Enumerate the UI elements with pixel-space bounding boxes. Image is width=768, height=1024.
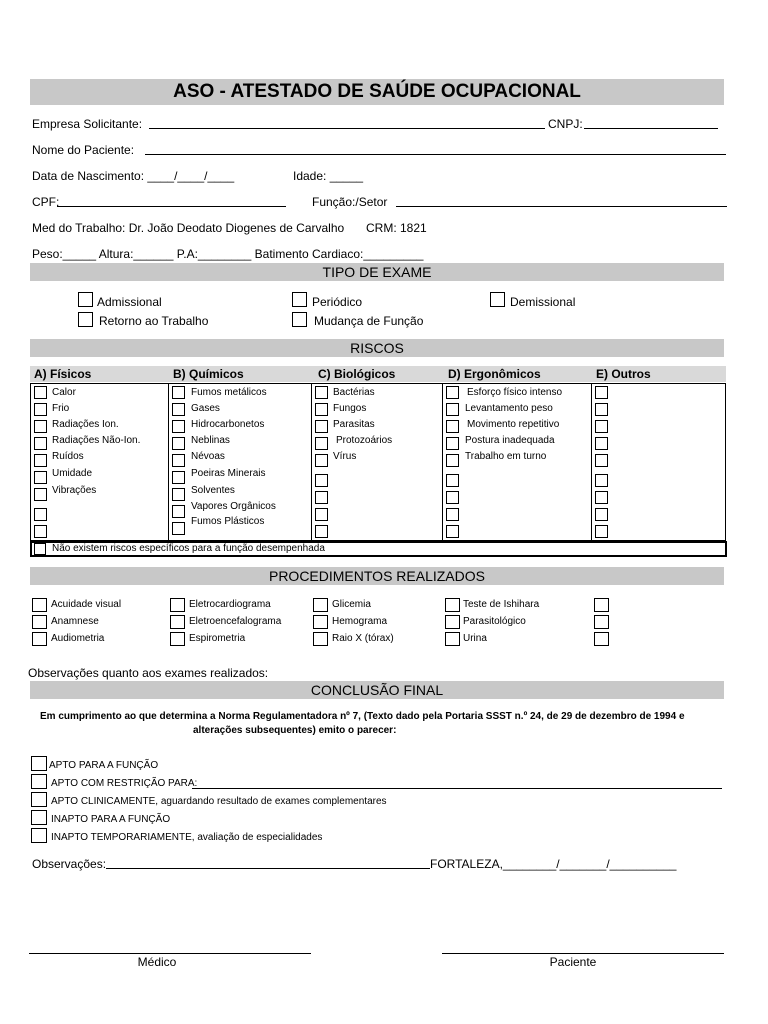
riscos-grid <box>30 383 726 541</box>
medico-info: Med do Trabalho: Dr. João Deodato Diogenes de Carvalho <box>32 221 345 235</box>
risco-checkbox[interactable] <box>34 454 47 467</box>
procedimento-item: Eletroencefalograma <box>189 616 282 627</box>
risco-item: Ruídos <box>52 451 84 462</box>
risco-checkbox[interactable] <box>172 505 185 518</box>
funcao-label: Função:/Setor <box>312 195 388 209</box>
risco-item: Radiações Não-Ion. <box>52 435 141 446</box>
cnpj-label: CNPJ: <box>548 117 583 131</box>
risco-item: Calor <box>52 387 76 398</box>
cnpj-field[interactable] <box>584 128 718 129</box>
risco-checkbox[interactable] <box>34 471 47 484</box>
observacoes-label: Observações: <box>32 857 107 871</box>
apto-restricao-checkbox[interactable] <box>31 774 47 789</box>
procedimento-item: Audiometria <box>51 633 105 644</box>
apto-checkbox[interactable] <box>31 756 47 771</box>
risco-item: Radiações Ion. <box>52 419 119 430</box>
risco-item: Vapores Orgânicos <box>191 501 276 512</box>
local-data-field[interactable]: FORTALEZA,________/_______/__________ <box>430 857 677 871</box>
risco-checkbox[interactable] <box>446 491 459 504</box>
procedimento-item: Anamnese <box>51 616 99 627</box>
risco-item: Protozoários <box>336 435 393 446</box>
procedimento-checkbox[interactable] <box>445 632 460 646</box>
cpf-label: CPF: <box>32 195 60 209</box>
inapto-checkbox[interactable] <box>31 810 47 825</box>
risco-checkbox[interactable] <box>595 420 608 433</box>
risco-checkbox[interactable] <box>595 508 608 521</box>
procedimento-item: Hemograma <box>332 616 388 627</box>
risco-checkbox[interactable] <box>446 525 459 538</box>
procedimento-checkbox[interactable] <box>594 632 609 646</box>
sem-riscos-label: Não existem riscos específicos para a função desempenhada <box>52 543 325 554</box>
risco-checkbox[interactable] <box>595 491 608 504</box>
risco-checkbox[interactable] <box>315 491 328 504</box>
procedimento-checkbox[interactable] <box>313 632 328 646</box>
retorno-label: Retorno ao Trabalho <box>99 314 209 328</box>
risco-checkbox[interactable] <box>446 420 459 433</box>
risco-item: Fumos metálicos <box>191 387 267 398</box>
procedimento-item: Teste de Ishihara <box>463 599 540 610</box>
procedimento-checkbox[interactable] <box>445 598 460 612</box>
risco-fisicos-title: A) Físicos <box>34 367 92 381</box>
mudanca-label: Mudança de Função <box>314 314 424 328</box>
risco-checkbox[interactable] <box>446 403 459 416</box>
risco-checkbox[interactable] <box>315 437 328 450</box>
procedimento-checkbox[interactable] <box>32 632 47 646</box>
risco-checkbox[interactable] <box>315 474 328 487</box>
risco-item: Gases <box>191 403 220 414</box>
risco-ergonomicos-title: D) Ergonômicos <box>448 367 541 381</box>
risco-biologicos-title: C) Biológicos <box>318 367 396 381</box>
risco-checkbox[interactable] <box>446 386 459 399</box>
risco-item: Vírus <box>333 451 357 462</box>
form-title: ASO - ATESTADO DE SAÚDE OCUPACIONAL <box>30 79 724 105</box>
risco-checkbox[interactable] <box>172 488 185 501</box>
observacoes-field[interactable] <box>106 868 430 869</box>
risco-quimicos-title: B) Químicos <box>173 367 244 381</box>
idade-field[interactable]: Idade: _____ <box>293 169 364 183</box>
risco-checkbox[interactable] <box>34 403 47 416</box>
risco-checkbox[interactable] <box>315 454 328 467</box>
risco-item: Fungos <box>333 403 367 414</box>
inapto-temporariamente-label: INAPTO TEMPORARIAMENTE, avaliação de especialidades <box>51 832 323 843</box>
risco-item: Poeiras Minerais <box>191 468 266 479</box>
risco-item: Solventes <box>191 485 235 496</box>
risco-checkbox[interactable] <box>315 525 328 538</box>
conclusao-intro-1: Em cumprimento ao que determina a Norma Regulamentadora nº 7, (Texto dado pela Portaria SSST n.º 24, de 29 de dezembro de 1994 e <box>40 711 685 722</box>
risco-checkbox[interactable] <box>34 420 47 433</box>
admissional-checkbox[interactable] <box>78 292 93 307</box>
risco-item: Parasitas <box>333 419 375 430</box>
risco-checkbox[interactable] <box>315 386 328 399</box>
risco-checkbox[interactable] <box>595 386 608 399</box>
retorno-checkbox[interactable] <box>78 312 93 327</box>
procedimento-item: Raio X (tórax) <box>332 633 394 644</box>
demissional-label: Demissional <box>510 295 576 309</box>
demissional-checkbox[interactable] <box>490 292 505 307</box>
apto-clinicamente-label: APTO CLINICAMENTE, aguardando resultado de exames complementares <box>51 796 387 807</box>
procedimentos-header: PROCEDIMENTOS REALIZADOS <box>30 567 724 585</box>
risco-checkbox[interactable] <box>446 454 459 467</box>
periodico-checkbox[interactable] <box>292 292 307 307</box>
risco-checkbox[interactable] <box>595 454 608 467</box>
sem-riscos-checkbox[interactable] <box>34 543 46 555</box>
risco-checkbox[interactable] <box>446 474 459 487</box>
risco-item: Umidade <box>52 468 93 479</box>
nome-label: Nome do Paciente: <box>32 143 135 157</box>
inapto-temporariamente-checkbox[interactable] <box>31 828 47 843</box>
risco-checkbox[interactable] <box>172 437 185 450</box>
riscos-divider <box>591 383 592 541</box>
risco-item: Frio <box>52 403 70 414</box>
nascimento-field[interactable]: Data de Nascimento: ____/____/____ <box>32 169 235 183</box>
risco-item: Trabalho em turno <box>465 451 547 462</box>
risco-item: Hidrocarbonetos <box>191 419 265 430</box>
risco-checkbox[interactable] <box>446 437 459 450</box>
procedimento-item: Espirometria <box>189 633 246 644</box>
crm-info: CRM: 1821 <box>366 221 427 235</box>
procedimento-item: Eletrocardiograma <box>189 599 271 610</box>
risco-item: Movimento repetitivo <box>467 419 560 430</box>
riscos-header: RISCOS <box>30 339 724 357</box>
apto-restricao-field[interactable] <box>192 788 722 789</box>
risco-checkbox[interactable] <box>172 454 185 467</box>
procedimento-checkbox[interactable] <box>594 615 609 629</box>
risco-checkbox[interactable] <box>34 508 47 521</box>
risco-checkbox[interactable] <box>315 508 328 521</box>
risco-item: Levantamento peso <box>465 403 553 414</box>
risco-checkbox[interactable] <box>172 471 185 484</box>
admissional-label: Admissional <box>97 295 162 309</box>
riscos-divider <box>442 383 443 541</box>
risco-checkbox[interactable] <box>315 403 328 416</box>
risco-checkbox[interactable] <box>34 525 47 538</box>
risco-checkbox[interactable] <box>446 508 459 521</box>
procedimento-checkbox[interactable] <box>170 632 185 646</box>
nome-field[interactable] <box>145 154 726 155</box>
paciente-signature-label: Paciente <box>549 955 597 969</box>
conclusao-header: CONCLUSÃO FINAL <box>30 681 724 699</box>
inapto-label: INAPTO PARA A FUNÇÃO <box>51 814 171 825</box>
procedimento-item: Acuidade visual <box>51 599 122 610</box>
risco-checkbox[interactable] <box>315 420 328 433</box>
risco-item: Vibrações <box>52 485 97 496</box>
funcao-field[interactable] <box>396 206 727 207</box>
empresa-label: Empresa Solicitante: <box>32 117 143 131</box>
riscos-divider <box>311 383 312 541</box>
apto-label: APTO PARA A FUNÇÃO <box>49 760 159 771</box>
risco-item: Esforço físico intenso <box>467 387 563 398</box>
procedimento-checkbox[interactable] <box>313 598 328 612</box>
risco-checkbox[interactable] <box>34 488 47 501</box>
risco-checkbox[interactable] <box>595 525 608 538</box>
mudanca-checkbox[interactable] <box>292 312 307 327</box>
procedimento-checkbox[interactable] <box>32 615 47 629</box>
procedimento-item: Glicemia <box>332 599 371 610</box>
risco-checkbox[interactable] <box>34 437 47 450</box>
risco-checkbox[interactable] <box>595 403 608 416</box>
risco-item: Neblinas <box>191 435 230 446</box>
observacoes-exames-label: Observações quanto aos exames realizados: <box>28 666 269 680</box>
risco-item: Postura inadequada <box>465 435 555 446</box>
risco-checkbox[interactable] <box>172 522 185 535</box>
risco-checkbox[interactable] <box>595 437 608 450</box>
procedimento-checkbox[interactable] <box>32 598 47 612</box>
empresa-field[interactable] <box>149 128 545 129</box>
procedimento-checkbox[interactable] <box>594 598 609 612</box>
procedimento-checkbox[interactable] <box>170 598 185 612</box>
risco-outros-title: E) Outros <box>596 367 651 381</box>
conclusao-intro-2: alterações subsequentes) emito o parecer: <box>193 725 397 736</box>
paciente-signature-line[interactable] <box>442 953 724 954</box>
risco-checkbox[interactable] <box>595 474 608 487</box>
risco-checkbox[interactable] <box>172 420 185 433</box>
medico-signature-line[interactable] <box>29 953 311 954</box>
periodico-label: Periódico <box>312 295 363 309</box>
riscos-divider <box>168 383 169 541</box>
vitais-fields[interactable]: Peso:_____ Altura:______ P.A:________ Batimento Cardiaco:_________ <box>32 247 424 261</box>
procedimento-item: Parasitológico <box>463 616 526 627</box>
cpf-field[interactable] <box>57 206 286 207</box>
procedimento-checkbox[interactable] <box>170 615 185 629</box>
apto-restricao-label: APTO COM RESTRIÇÃO PARA: <box>51 778 198 789</box>
risco-checkbox[interactable] <box>172 386 185 399</box>
procedimento-item: Urina <box>463 633 487 644</box>
risco-item: Névoas <box>191 451 225 462</box>
apto-clinicamente-checkbox[interactable] <box>31 792 47 807</box>
risco-checkbox[interactable] <box>172 403 185 416</box>
risco-item: Fumos Plásticos <box>191 516 265 527</box>
risco-checkbox[interactable] <box>34 386 47 399</box>
procedimento-checkbox[interactable] <box>445 615 460 629</box>
risco-item: Bactérias <box>333 387 375 398</box>
medico-signature-label: Médico <box>137 955 177 969</box>
procedimento-checkbox[interactable] <box>313 615 328 629</box>
tipo-exame-header: TIPO DE EXAME <box>30 263 724 281</box>
